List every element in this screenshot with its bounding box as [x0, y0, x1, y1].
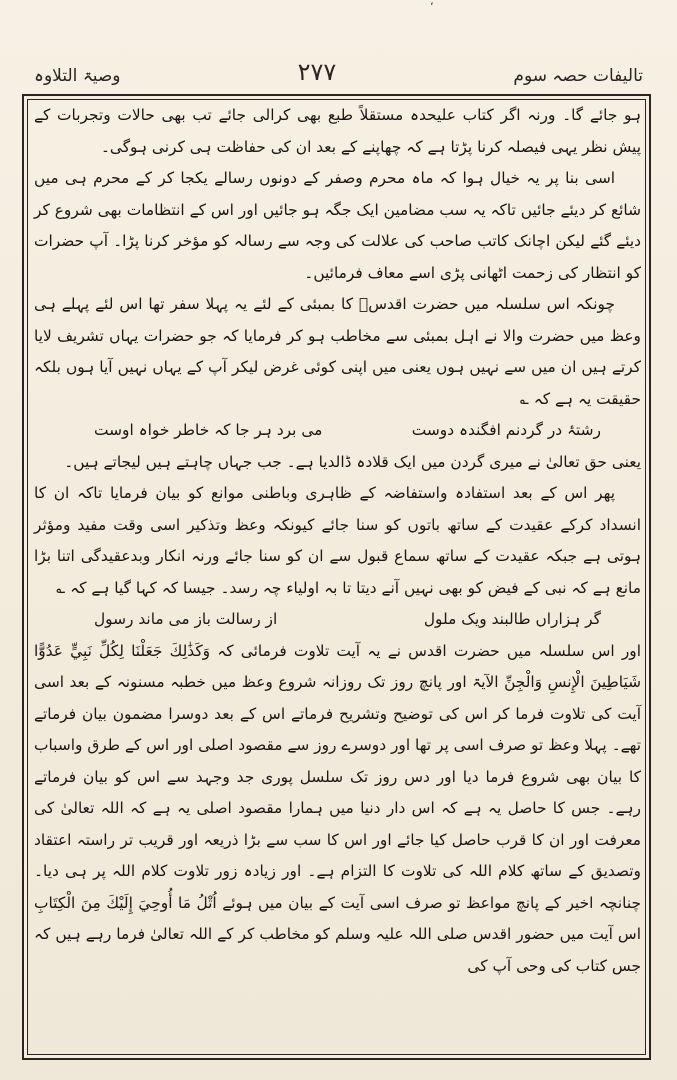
paragraph-2: اسی بنا پر یہ خیال ہوا کہ ماہ محرم وصفر کے دونوں رسالے یکجا کر کے محرم ہی میں شائع کر دیئے جائیں تاکہ یہ سب مضامین ایک جگہ ہو جائیں اور اس کے انتظامات بھی شروع کر دیئے گئے لیکن اچانک کاتب صاحب کی علالت کی وجہ سے رسالہ کو مؤخر کرنا پڑا۔ آپ حضرات کو انتظار کی زحمت اٹھانی پڑی اسے معاف فرمائیں۔ [34, 169, 641, 282]
top-mark: ‘ [430, 0, 434, 14]
verse-1 [34, 415, 641, 447]
page-header [34, 50, 643, 86]
page-number: ٢٧٧ [297, 58, 337, 86]
paragraph-3: چونکہ اس سلسلہ میں حضرت اقدسؒ کا بمبئی کے لئے یہ پہلا سفر تھا اس لئے پہلے ہی وعظ میں حضرت والا نے اہل بمبئی سے مخاطب ہو کر فرمایا کہ جو حضرات یہاں تشریف لایا کرتے ہیں ان میں سے نہیں ہوں یعنی میں اپنی کوئی غرض لیکر آپ کے یہاں نہیں آیا ہوں بلکہ حقیقت یہ ہے کہ ؎ [34, 295, 641, 408]
verse-1-first-hemistich: رشتۂ در گردنم افگندہ دوست [411, 421, 601, 439]
paragraph-4: یعنی حق تعالیٰ نے میری گردن میں ایک قلادہ ڈالدیا ہے۔ جب جہاں چاہتے ہیں لیجاتے ہیں۔ [64, 452, 641, 471]
paragraph-1: ہو جائے گا۔ ورنہ اگر کتاب علیحدہ مستقلاً طبع بھی کرالی جائے تب بھی حالات وتجربات کے پیش نظر یہی فیصلہ کرنا پڑتا ہے کہ چھاپنے کے بعد ان کی حفاظت ہی کرنی ہوگی۔ [34, 106, 641, 156]
verse-1-second-hemistich: می برد ہر جا کہ خاطر خواہ اوست [94, 421, 323, 439]
header-right-title: تالیفات حصہ سوم [513, 66, 643, 86]
verse-2-first-hemistich: گر ہزاراں طالبند ویک ملول [423, 610, 601, 628]
verse-2 [34, 604, 641, 636]
header-left-title: وصیۃ التلاوہ [34, 66, 121, 86]
page-body [34, 100, 641, 1050]
paragraph-6: اور اس سلسلہ میں حضرت اقدس نے یہ آیت تلاوت فرمائی کہ وَكَذَٰلِكَ جَعَلْنَا لِكُلِّ نَبِيٍّ عَدُوًّا شَيَاطِينَ الْإِنسِ وَالْجِنِّ الآیۃ اور پانچ روز تک روزانہ شروع وعظ میں خطبہ مسنونہ کے بعد اسی آیت کی تلاوت فرما کر اس کی توضیح وتشریح فرماتے اس کے بعد دوسرا مضمون بیان فرماتے تھے۔ پہلا وعظ تو صرف اسی پر تھا اور دوسرے روز سے مقصود اصلی اور اس کے طرق واسباب کا بیان بھی شروع فرما دیا اور دس روز تک سلسل پوری جد وجہد سے اس کو بیان فرماتے رہے۔ جس کا حاصل یہ ہے کہ اس دار دنیا میں ہمارا مقصود اصلی یہ ہے کہ اللہ تعالیٰ کی معرفت اور ان کا قرب حاصل کیا جائے اور اس کا سب سے بڑا ذریعہ اور قریب تر راستہ اعتقاد وتصدیق کے ساتھ کلام اللہ کی تلاوت کا التزام ہے۔ اور زیادہ زور تلاوت کلام اللہ پر ہی دیا۔ چنانچہ اخیر کے پانچ مواعظ تو صرف اسی آیت کے بیان میں ہوئے اُتْلُ مَا أُوحِيَ إِلَيْكَ مِنَ الْكِتَابِ اس آیت میں حضور اقدس صلی اللہ علیہ وسلم کو مخاطب کر کے اللہ تعالیٰ فرما رہے ہیں کہ جس کتاب کی وحی آپ کی [34, 641, 641, 975]
verse-2-second-hemistich: از رسالت باز می ماند رسول [94, 610, 278, 628]
paragraph-5: پھر اس کے بعد استفادہ واستفاضہ کے ظاہری وباطنی موانع کو بیان فرمایا تاکہ ان کا انسداد کرکے عقیدت کے ساتھ باتوں کو سنا جائے کیونکہ وعظ وتذکیر اسی وقت مفید ومؤثر ہوتی ہے جبکہ عقیدت کے ساتھ سماع قبول سے ان کو سنا جائے ورنہ انکار وبدعقیدگی اتنا بڑا مانع ہے کہ نبی کے فیض کو بھی نہیں آنے دیتا تا بہ اولیاء چہ رسد۔ جیسا کہ کہا گیا ہے کہ ؎ [34, 484, 641, 597]
